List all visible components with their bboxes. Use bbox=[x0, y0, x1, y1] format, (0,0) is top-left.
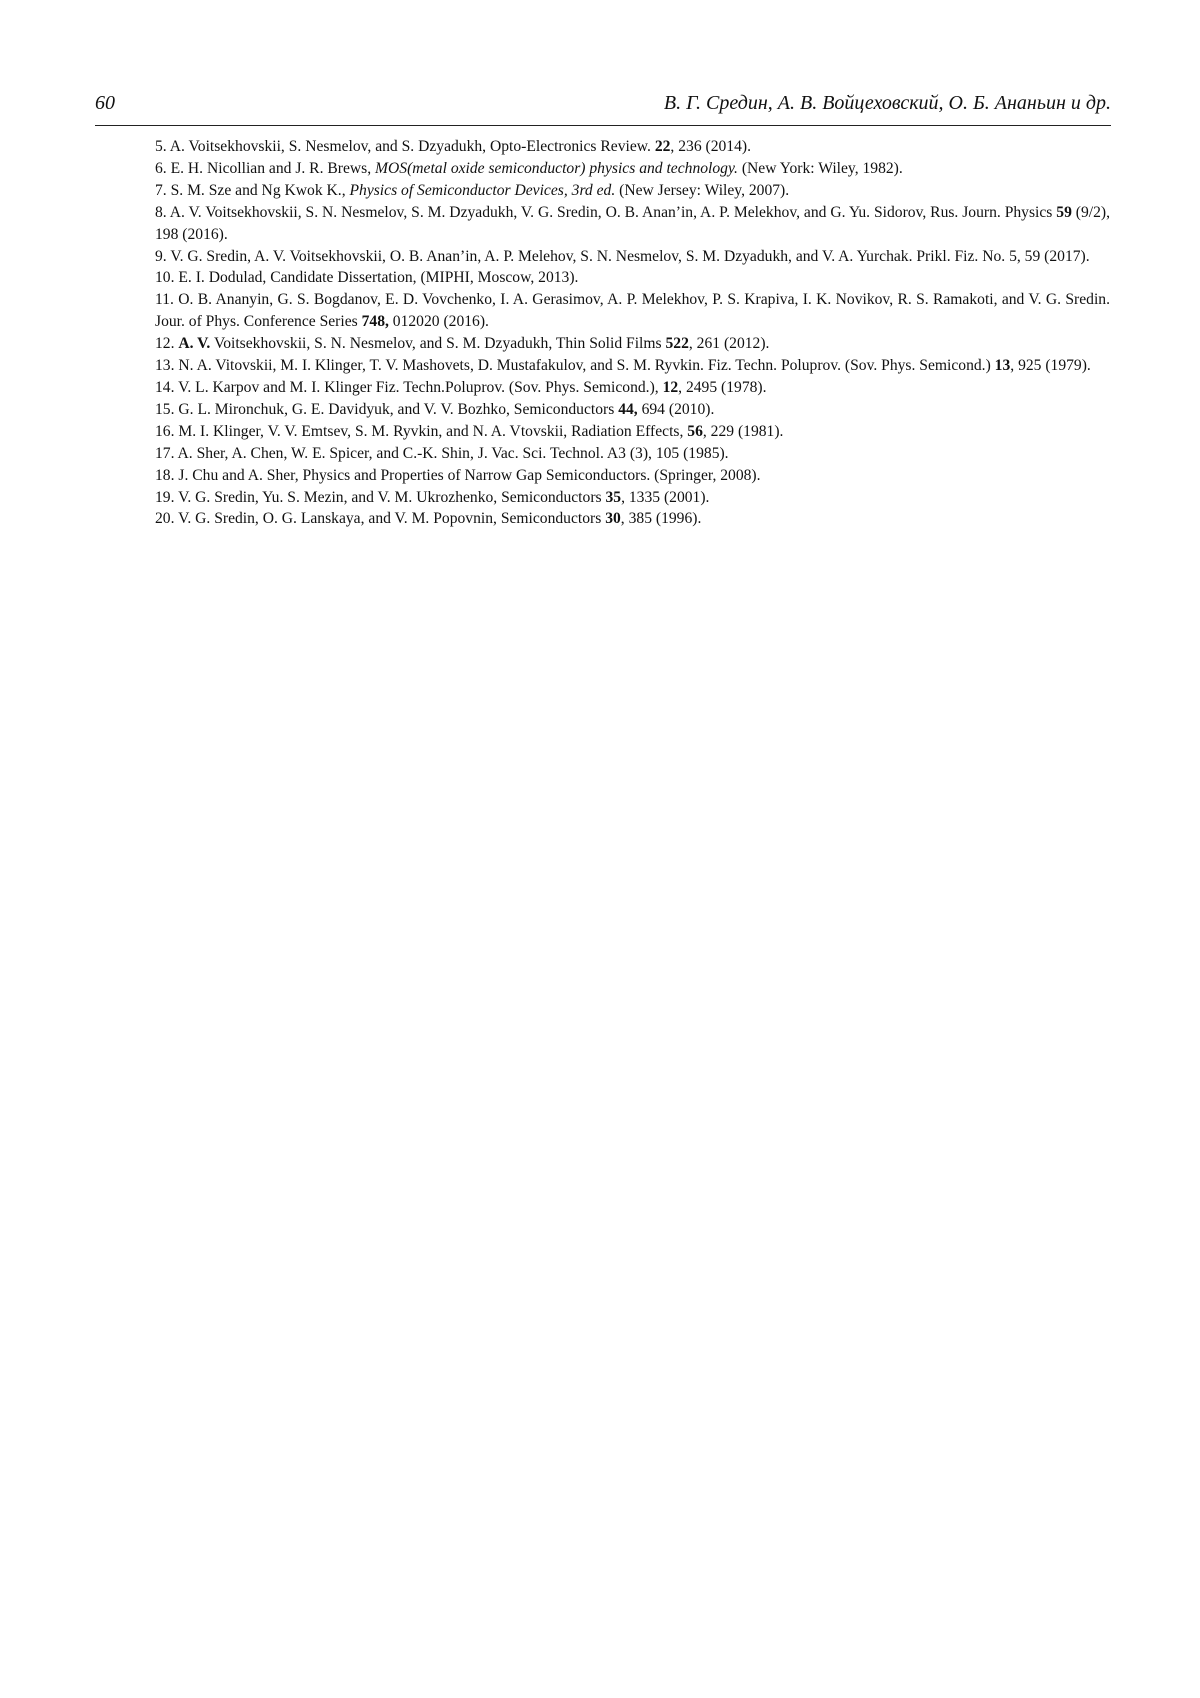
reference-text: V. L. Karpov and M. I. Klinger Fiz. Techn.Poluprov. (Sov. Phys. Semicond.), bbox=[174, 378, 663, 396]
reference-number: 15. bbox=[155, 400, 175, 418]
reference-item bbox=[155, 443, 1110, 465]
reference-volume: 748, bbox=[361, 313, 389, 331]
reference-item bbox=[155, 267, 1110, 289]
reference-item bbox=[155, 136, 1110, 158]
reference-volume: 22 bbox=[654, 138, 671, 155]
reference-volume: 30 bbox=[605, 510, 621, 528]
reference-text: G. L. Mironchuk, G. E. Davidyuk, and V. V. Bozhko, Semiconductors bbox=[174, 400, 619, 418]
reference-text: , 1335 (2001). bbox=[621, 488, 710, 506]
reference-number: 18. bbox=[155, 466, 175, 484]
reference-number: 8. bbox=[155, 203, 167, 221]
reference-text: Voitsekhovskii, S. N. Nesmelov, and S. M. Dzyadukh, Thin Solid Films bbox=[210, 335, 666, 353]
reference-text: M. I. Klinger, V. V. Emtsev, S. M. Ryvkin, and N. A. Vtovskii, Radiation Effects, bbox=[174, 422, 688, 440]
reference-number: 10. bbox=[155, 269, 175, 287]
reference-item bbox=[155, 246, 1110, 268]
reference-text: V. G. Sredin, A. V. Voitsekhovskii, O. B. Anan’in, A. P. Melehov, S. N. Nesmelov, S. M. Dzyadukh, and V. A. Yurchak. Prikl. Fiz. No. 5, 59 (2017). bbox=[166, 247, 1090, 265]
reference-number: 7. bbox=[155, 181, 167, 199]
reference-volume: 13 bbox=[994, 357, 1011, 375]
reference-text: V. G. Sredin, O. G. Lanskaya, and V. M. Popovnin, Semiconductors bbox=[174, 510, 606, 528]
reference-text: , 2495 (1978). bbox=[678, 378, 767, 396]
reference-volume: 35 bbox=[605, 488, 622, 506]
reference-text: , 229 (1981). bbox=[702, 422, 784, 440]
reference-number: 19. bbox=[155, 488, 175, 506]
reference-text: E. H. Nicollian and J. R. Brews, bbox=[166, 159, 376, 177]
reference-number: 17. bbox=[155, 444, 175, 462]
reference-text: O. B. Ananyin, G. S. Bogdanov, E. D. Vovchenko, I. A. Gerasimov, A. P. Melekhov, P. S. Krapiva, I. K. Novikov, R. S. Ramakoti, and V. G. Sredin. Jour. of Phys. Conference Series bbox=[155, 291, 1110, 331]
reference-volume: 59 bbox=[1056, 203, 1072, 221]
reference-text: , 925 (1979). bbox=[1010, 357, 1091, 375]
reference-item bbox=[155, 487, 1110, 509]
reference-item bbox=[155, 399, 1110, 421]
reference-text: N. A. Vitovskii, M. I. Klinger, T. V. Mashovets, D. Mustafakulov, and S. M. Ryvkin. Fiz. Techn. Poluprov. (Sov. Phys. Semicond.) bbox=[174, 357, 995, 375]
page-number: 60 bbox=[95, 92, 115, 114]
page-header bbox=[95, 92, 1111, 118]
reference-number: 16. bbox=[155, 422, 175, 440]
reference-text: (New York: Wiley, 1982). bbox=[737, 159, 903, 177]
reference-title: Physics of Semiconductor Devices, 3rd ed. bbox=[349, 181, 616, 199]
reference-item bbox=[155, 355, 1110, 377]
reference-text: (New Jersey: Wiley, 2007). bbox=[615, 181, 790, 199]
reference-text: , 236 (2014). bbox=[670, 138, 751, 155]
reference-number: 20. bbox=[155, 510, 175, 528]
reference-item bbox=[155, 465, 1110, 487]
reference-text: J. Chu and A. Sher, Physics and Properties of Narrow Gap Semiconductors. (Springer, 2008). bbox=[174, 466, 761, 484]
reference-item bbox=[155, 508, 1110, 530]
reference-item bbox=[155, 421, 1110, 443]
reference-list bbox=[155, 136, 1110, 530]
reference-volume: A. V. bbox=[178, 335, 211, 353]
reference-item bbox=[155, 180, 1110, 202]
reference-number: 9. bbox=[155, 247, 167, 265]
reference-item bbox=[155, 333, 1110, 355]
reference-number: 13. bbox=[155, 357, 175, 375]
reference-text: , 261 (2012). bbox=[688, 335, 770, 353]
reference-number: 14. bbox=[155, 378, 175, 396]
reference-number: 12. bbox=[155, 335, 175, 353]
reference-number: 5. bbox=[155, 138, 167, 155]
reference-text: (9/2), 198 (2016). bbox=[155, 203, 1110, 243]
reference-item bbox=[155, 377, 1110, 399]
reference-text: 694 (2010). bbox=[637, 400, 715, 418]
reference-volume: 522 bbox=[665, 335, 689, 353]
reference-text: , 385 (1996). bbox=[620, 510, 702, 528]
reference-text: V. G. Sredin, Yu. S. Mezin, and V. M. Ukrozhenko, Semiconductors bbox=[174, 488, 606, 506]
reference-number: 6. bbox=[155, 159, 167, 177]
reference-text: S. M. Sze and Ng Kwok K., bbox=[166, 181, 350, 199]
reference-title: MOS(metal oxide semiconductor) physics and technology. bbox=[375, 159, 738, 177]
reference-number: 11. bbox=[155, 291, 174, 309]
reference-item bbox=[155, 289, 1110, 333]
header-rule bbox=[95, 125, 1111, 126]
reference-text: A. V. Voitsekhovskii, S. N. Nesmelov, S. M. Dzyadukh, V. G. Sredin, O. B. Anan’in, A. P. Melekhov, and G. Yu. Sidorov, Rus. Journ. Physics bbox=[166, 203, 1057, 221]
reference-text: A. Sher, A. Chen, W. E. Spicer, and C.-K. Shin, J. Vac. Sci. Technol. A3 (3), 105 (1985). bbox=[174, 444, 729, 462]
reference-text: 012020 (2016). bbox=[388, 313, 489, 331]
reference-item bbox=[155, 158, 1110, 180]
reference-volume: 44, bbox=[618, 400, 638, 418]
reference-text: E. I. Dodulad, Candidate Dissertation, (MIPHI, Moscow, 2013). bbox=[174, 269, 579, 287]
running-head-authors: В. Г. Средин, А. В. Войцеховский, О. Б. Ананьин и др. bbox=[663, 92, 1111, 114]
reference-item bbox=[155, 202, 1110, 246]
reference-text: A. Voitsekhovskii, S. Nesmelov, and S. Dzyadukh, Opto-Electronics Review. bbox=[166, 138, 655, 155]
reference-volume: 56 bbox=[687, 422, 703, 440]
reference-volume: 12 bbox=[662, 378, 679, 396]
